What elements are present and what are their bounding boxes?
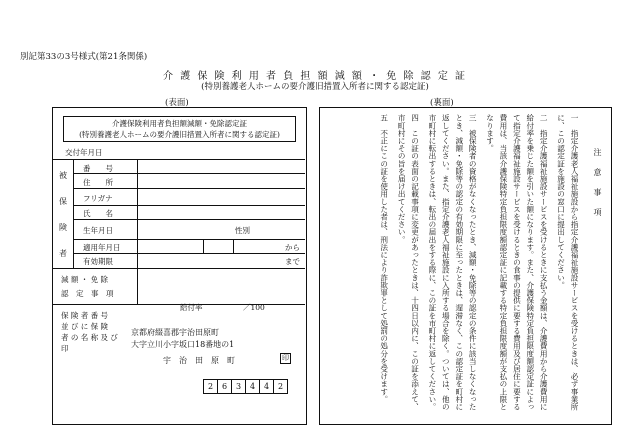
insurer-digit: 6 bbox=[217, 379, 232, 394]
gender-label: 性別 bbox=[235, 226, 250, 235]
back-card bbox=[319, 107, 612, 425]
benefit-rate-value: ／100 bbox=[243, 303, 265, 312]
insured-label-char-2: 保 bbox=[59, 197, 67, 206]
to-label: まで bbox=[285, 257, 300, 266]
insured-label-char-4: 者 bbox=[59, 249, 67, 258]
front-card bbox=[52, 107, 307, 425]
rule bbox=[73, 253, 305, 254]
insurer-address-line-1: 京都府綴喜郡宇治田原町 bbox=[131, 328, 219, 337]
rule bbox=[203, 239, 204, 253]
rule bbox=[233, 239, 234, 253]
insurer-label-line-4: 印 bbox=[61, 344, 69, 353]
number-label: 番 号 bbox=[83, 164, 113, 173]
insurer-label bbox=[61, 310, 118, 354]
insurer-label-line-2: 並 び に 保 険 bbox=[61, 322, 109, 331]
rule bbox=[73, 239, 305, 240]
insurer-label-line-1: 保 険 者 番 号 bbox=[61, 311, 109, 320]
seal-icon: 印 bbox=[282, 354, 289, 362]
address-label: 住 所 bbox=[83, 178, 113, 187]
insurer-town-name: 宇 治 田 原 町 bbox=[163, 356, 235, 365]
insurer-digit: 2 bbox=[203, 379, 218, 394]
document-title: 介 護 保 険 利 用 者 負 担 額 減 額 ・ 免 除 認 定 証 bbox=[162, 71, 468, 82]
rule bbox=[73, 219, 305, 220]
note-item: 四 この証の表面の記載事項に変更があったときは、十四日以内に、この証を添えて、市町村にその旨を届け出てください。 bbox=[397, 114, 420, 411]
from-label: から bbox=[285, 243, 300, 252]
insurer-digit: 2 bbox=[273, 379, 288, 394]
reduction-label-line-2: 認 定 事 項 bbox=[61, 289, 114, 298]
rule bbox=[53, 304, 305, 305]
furigana-label: フリガナ bbox=[83, 194, 113, 203]
issue-date-label: 交付年月日 bbox=[65, 148, 103, 157]
rule bbox=[137, 159, 138, 304]
name-label: 氏 名 bbox=[83, 209, 113, 218]
form-number: 別記第33の3号様式(第21条関係) bbox=[20, 52, 148, 62]
insured-label-char-3: 険 bbox=[59, 223, 67, 232]
front-card-heading bbox=[63, 116, 296, 142]
front-side-label: (表面) bbox=[165, 98, 189, 108]
insurer-digit: 4 bbox=[259, 379, 274, 394]
notes-list bbox=[373, 114, 581, 414]
reduction-label-line-1: 減 額 ・ 免 除 bbox=[61, 275, 109, 284]
birthdate-label: 生年月日 bbox=[83, 226, 113, 235]
insurer-digit: 3 bbox=[231, 379, 246, 394]
applicable-date-label: 適用年月日 bbox=[83, 243, 121, 252]
note-item: 一 指定介護老人福祉施設から指定介護福祉施設サービスを受けるときは、必ず事業所に、この認定証を施設の窓口に提出してください。 bbox=[556, 114, 579, 411]
front-heading-line-2: (特別養護老人ホームの要介護旧措置入所者に関する認定証) bbox=[79, 130, 280, 139]
note-item: 五 不正にこの証を使用した者は、刑法により詐欺罪として処罰の処分を受けます。 bbox=[379, 114, 389, 403]
benefit-rate-label: 給付率 bbox=[180, 303, 203, 312]
insurer-label-line-3: 者 の 名 称 及 び bbox=[61, 333, 118, 342]
insurer-digit: 4 bbox=[245, 379, 260, 394]
notes-title: 注意事項 bbox=[593, 148, 602, 228]
note-item: 三 被保険者の資格がなくなったとき、減額・免除等の認定の条件に該当しなくなったとき、減額・免除等の認定の有効期限に至ったときは、遅滞なく、この認定証を町村に返してください。また、指定介護老人福祉施設に入所する場合を除く。ついては、他の市町村に転出するときは、転出の届出をする際に、この証を市町村に返してください。 bbox=[427, 114, 478, 411]
expiry-label: 有効期限 bbox=[83, 257, 113, 266]
back-side-label: (裏面) bbox=[430, 98, 454, 108]
rule bbox=[73, 188, 305, 189]
front-heading-line-1: 介護保険利用者負担額減額・免除認定証 bbox=[112, 119, 247, 128]
note-item: 二 指定介護福祉施設サービスを受けるときに支払う金額は、介護費用から介護費用に給付率を乗じた額を引いた額になります。また、介護保険特定負担限度額認定証によって指定介護福祉施設サービスを受けるときの食事の提供に要する費用及び居住に要する費用は、当該介護保険特定負担限度額認定証に記載する特定負担限度額が支払の上限となります。 bbox=[485, 114, 549, 411]
rule bbox=[53, 159, 305, 160]
insured-label-char-1: 被 bbox=[59, 171, 67, 180]
document-subtitle: (特別養護老人ホームの要介護旧措置入所者に関する認定証) bbox=[201, 82, 429, 92]
rule bbox=[53, 268, 305, 269]
rule bbox=[73, 159, 74, 268]
rule bbox=[73, 205, 305, 206]
insurer-address-line-2: 大字立川小字坂口18番地の1 bbox=[131, 340, 235, 349]
